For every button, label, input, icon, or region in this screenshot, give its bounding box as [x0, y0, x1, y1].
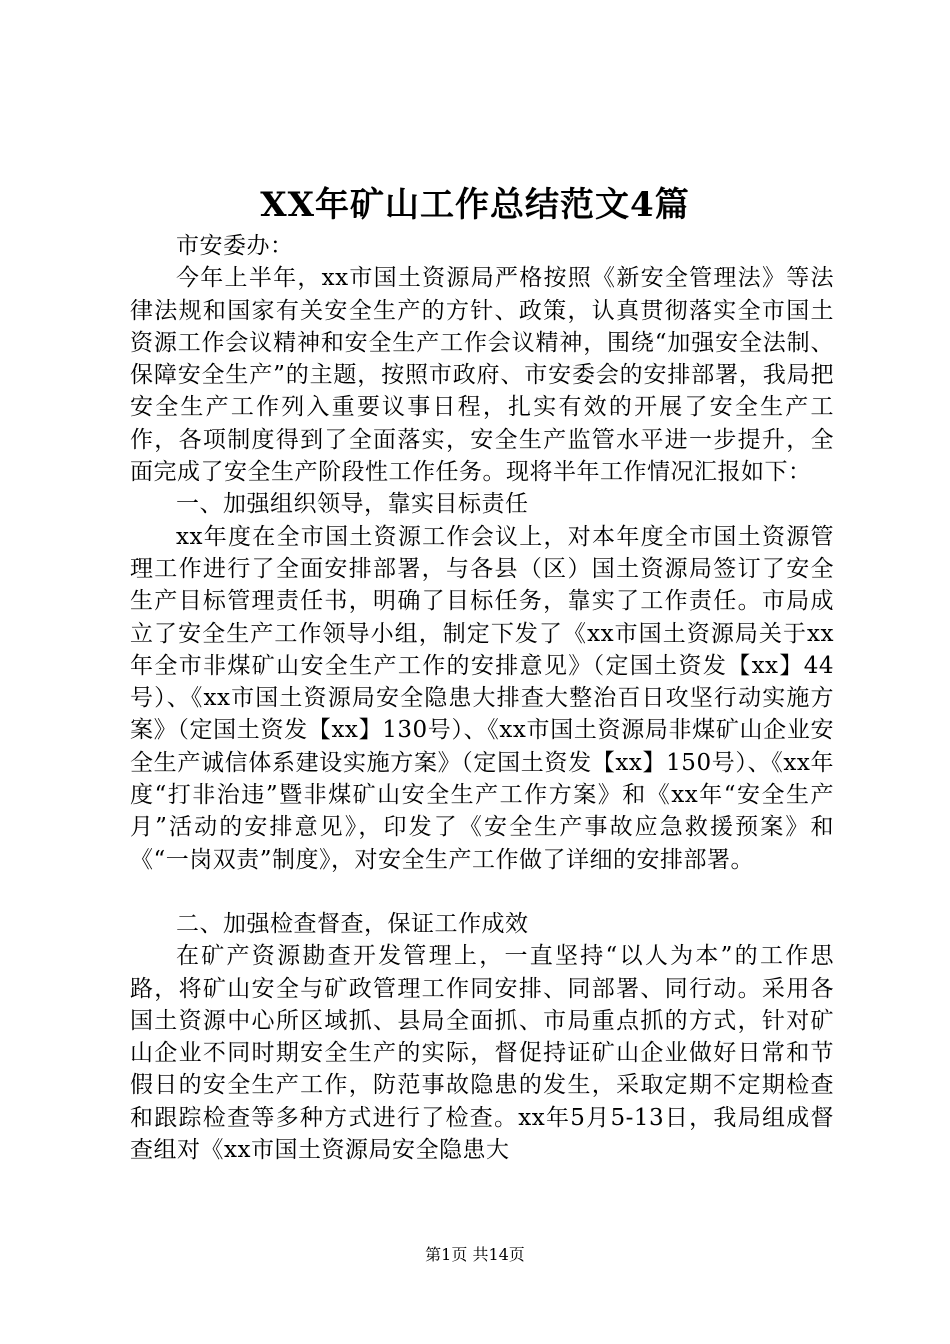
section-1-paragraph: xx年度在全市国土资源工作会议上，对本年度全市国土资源管理工作进行了全面安排部署，与各县（区）国土资源局签订了安全生产目标管理责任书，明确了目标任务，靠实了工作责任。市局成立了安全生产工作领导小组，制定下发了《xx市国土资源局关于xx年全市非煤矿山安全生产工作的安排意见》（定国土资发【xx】44号）、《xx市国土资源局安全隐患大排查大整治百日攻坚行动实施方案》（定国土资发【xx】130号）、《xx市国土资源局非煤矿山企业安全生产诚信体系建设实施方案》（定国土资发【xx】150号）、《xx年度“打非治违”暨非煤矿山安全生产工作方案》和《xx年“安全生产月”活动的安排意见》，印发了《安全生产事故应急救援预案》和《“一岗双责”制度》，对安全生产工作做了详细的安排部署。	[130, 523, 834, 873]
page-footer: 第1页 共14页	[425, 1245, 525, 1264]
intro-paragraph: 今年上半年，xx市国土资源局严格按照《新安全管理法》等法律法规和国家有关安全生产的方针、政策，认真贯彻落实全市国土资源工作会议精神和安全生产工作会议精神，围绕“加强安全法制、保障安全生产”的主题，按照市政府、市安委会的安排部署，我局把安全生产工作列入重要议事日程，扎实有效的开展了安全生产工作，各项制度得到了全面落实，安全生产监管水平进一步提升，全面完成了安全生产阶段性工作任务。现将半年工作情况汇报如下：	[130, 265, 834, 486]
section-heading-1: 一、加强组织领导，靠实目标责任	[176, 491, 529, 518]
document-body	[130, 230, 834, 1166]
section-2-paragraph: 在矿产资源勘查开发管理上，一直坚持“以人为本”的工作思路，将矿山安全与矿政管理工作同安排、同部署、同行动。采用各国土资源中心所区域抓、县局全面抓、市局重点抓的方式，针对矿山企业不同时期安全生产的实际，督促持证矿山企业做好日常和节假日的安全生产工作，防范事故隐患的发生，采取定期不定期检查和跟踪检查等多种方式进行了检查。xx年5月5-13日，我局组成督查组对《xx市国土资源局安全隐患大	[130, 943, 834, 1164]
section-heading-2: 二、加强检查督查，保证工作成效	[176, 910, 529, 937]
salutation: 市安委办：	[176, 233, 294, 259]
document-title: XX年矿山工作总结范文4篇	[260, 185, 690, 225]
